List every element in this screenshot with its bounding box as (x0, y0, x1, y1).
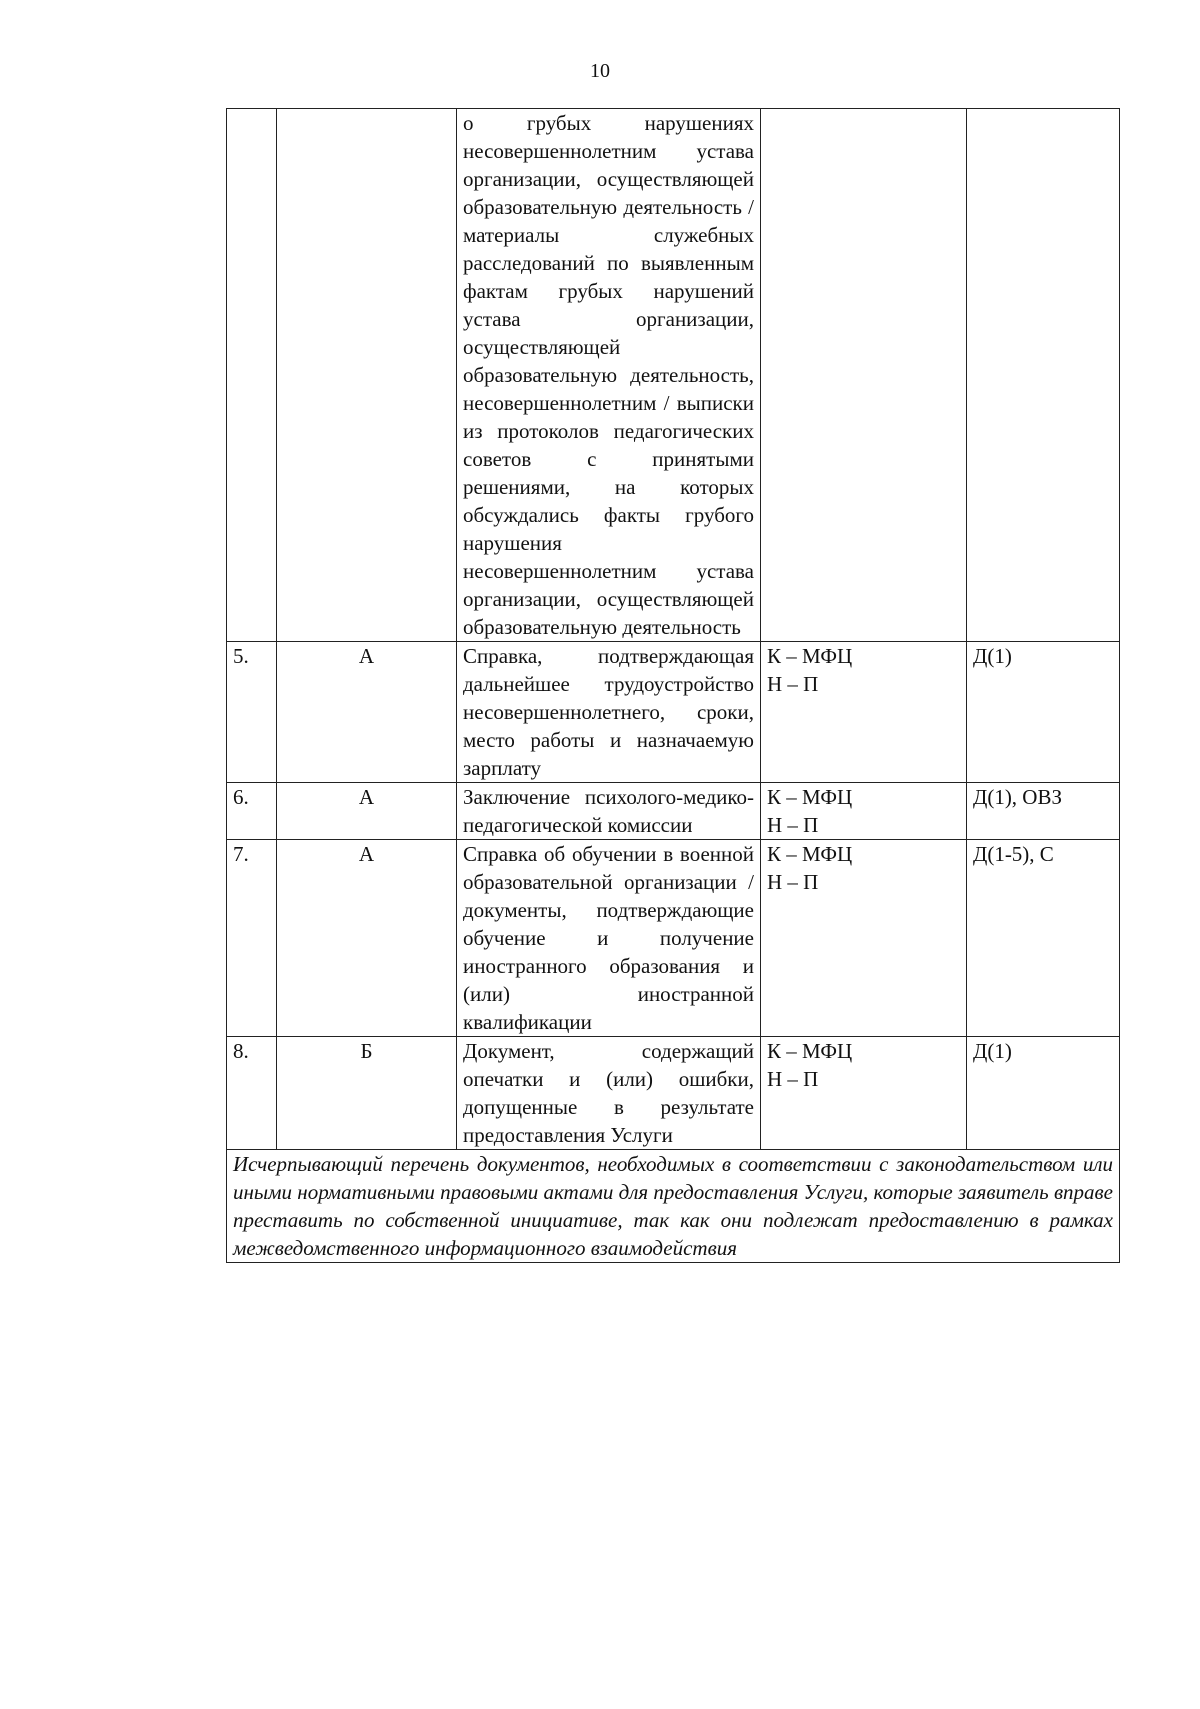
mode-line: К – МФЦ (767, 842, 853, 866)
document-cell (457, 109, 761, 642)
row-number-cell (227, 109, 277, 642)
mode-line: К – МФЦ (767, 1039, 853, 1063)
document-text: Справка, подтверждающая дальнейшее трудоустройство несовершеннолетнего, сроки, место работы и назначаемую зарплату (463, 644, 754, 780)
document-cell (457, 783, 761, 840)
page-number: 10 (590, 60, 610, 82)
document-text: о грубых нарушениях несовершеннолетним устава организации, осуществляющей образовательную деятельность / материалы служебных расследований по выявленным фактам грубых нарушений устава организации, осуществляющей образовательную деятельность, несовершеннолетним / выписки из протоколов педагогических советов с принятыми решениями, на которых обсуждались факты грубого нарушения несовершеннолетним устава организации, осуществляющей образовательную деятельность (463, 111, 754, 639)
mode-cell (761, 642, 967, 783)
mode-line: Н – П (767, 870, 819, 894)
condition: Д(1) (967, 642, 1120, 783)
table-row (227, 783, 1120, 840)
category: А (277, 840, 457, 1037)
documents-table (226, 108, 1120, 1263)
section-heading: Исчерпывающий перечень документов, необходимых в соответствии с законодательством или иными нормативными правовыми актами для предоставления Услуги, которые заявитель вправе преставить по собственной инициативе, так как они подлежат предоставлению в рамках межведомственного информационного взаимодействия (227, 1150, 1120, 1263)
table-row (227, 840, 1120, 1037)
document-text: Документ, содержащий опечатки и (или) ошибки, допущенные в результате предоставления Услуги (463, 1039, 754, 1147)
mode-line: К – МФЦ (767, 644, 853, 668)
row-number: 7. (227, 840, 277, 1037)
table-footer-row (227, 1150, 1120, 1263)
mode-cell (761, 840, 967, 1037)
document-text: Справка об обучении в военной образовательной организации / документы, подтверждающие обучение и получение иностранного образования и (или) иностранной квалификации (463, 842, 754, 1034)
condition: Д(1-5), С (967, 840, 1120, 1037)
category: А (277, 642, 457, 783)
table-row (227, 1037, 1120, 1150)
document-text: Заключение психолого-медико-педагогической комиссии (463, 785, 754, 837)
mode-line: К – МФЦ (767, 785, 853, 809)
category: А (277, 783, 457, 840)
condition: Д(1), ОВЗ (967, 783, 1120, 840)
category: Б (277, 1037, 457, 1150)
table-row (227, 642, 1120, 783)
condition: Д(1) (967, 1037, 1120, 1150)
table-row-continuation (227, 109, 1120, 642)
document-cell (457, 642, 761, 783)
row-number: 6. (227, 783, 277, 840)
category-cell (277, 109, 457, 642)
condition-cell (967, 109, 1120, 642)
mode-cell (761, 783, 967, 840)
row-number: 8. (227, 1037, 277, 1150)
mode-line: Н – П (767, 1067, 819, 1091)
document-cell (457, 840, 761, 1037)
mode-cell (761, 1037, 967, 1150)
row-number: 5. (227, 642, 277, 783)
mode-line: Н – П (767, 813, 819, 837)
mode-cell (761, 109, 967, 642)
mode-line: Н – П (767, 672, 819, 696)
document-cell (457, 1037, 761, 1150)
